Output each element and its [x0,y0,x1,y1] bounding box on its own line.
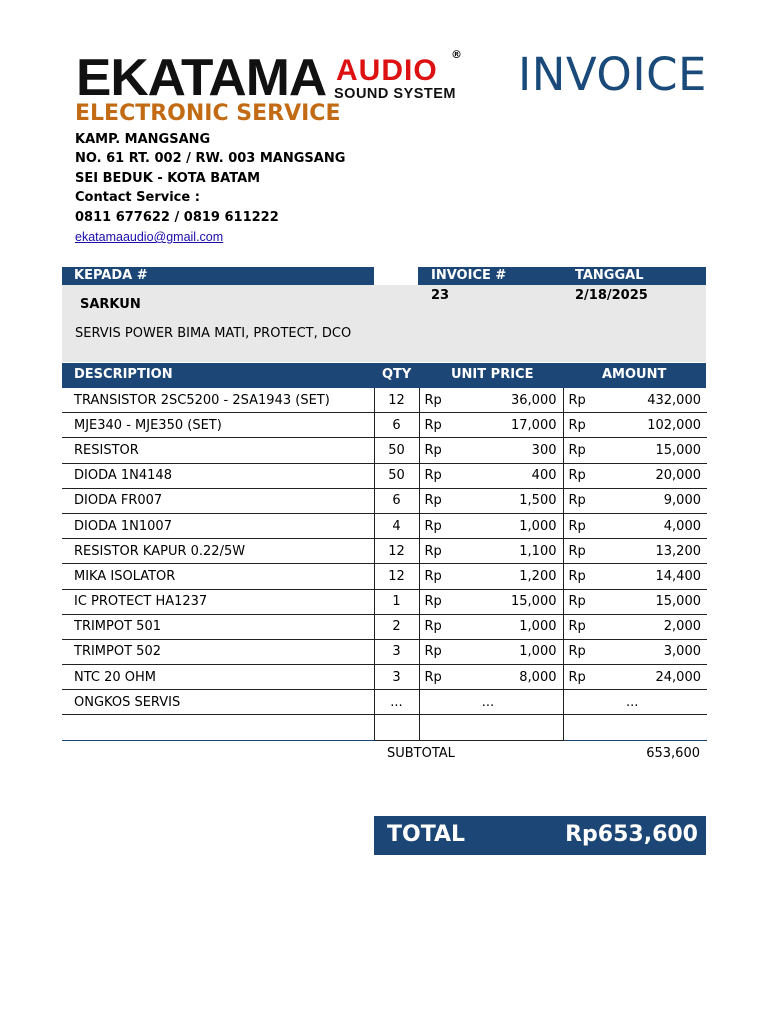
address-line-1: KAMP. MANGSANG [75,132,211,147]
subtotal-label: SUBTOTAL [387,746,455,761]
col-qty: QTY [382,367,412,382]
item-qty: 6 [374,488,419,513]
invoice-title: INVOICE [518,48,707,101]
subtotal-value: 653,600 [646,746,700,761]
table-row [62,665,707,690]
item-currency: Rp [419,388,459,413]
item-amount: 15,000 [603,438,707,463]
item-currency: Rp [563,438,603,463]
item-currency: Rp [563,463,603,488]
empty-cell [62,715,374,740]
item-unit-price: 400 [459,463,563,488]
item-qty: 12 [374,564,419,589]
item-amount: 102,000 [603,413,707,438]
item-currency: Rp [419,413,459,438]
item-unit-price: 1,200 [459,564,563,589]
item-unit-price: 1,100 [459,539,563,564]
table-row [62,589,707,614]
item-unit-price: 1,500 [459,488,563,513]
item-currency: Rp [419,438,459,463]
item-amount: 9,000 [603,488,707,513]
item-currency: Rp [419,564,459,589]
item-description: RESISTOR [62,438,374,463]
item-amount: 15,000 [603,589,707,614]
col-unit-price: UNIT PRICE [451,367,534,382]
item-currency: Rp [419,513,459,538]
item-description: DIODA FR007 [62,488,374,513]
item-qty: 4 [374,513,419,538]
table-row [62,438,707,463]
table-row [62,539,707,564]
item-currency: Rp [563,388,603,413]
item-currency: Rp [419,539,459,564]
item-currency: Rp [419,614,459,639]
empty-cell [563,715,707,740]
service-title: ELECTRONIC SERVICE [75,101,341,126]
item-description: TRANSISTOR 2SC5200 - 2SA1943 (SET) [62,388,374,413]
address-line-2: NO. 61 RT. 002 / RW. 003 MANGSANG [75,151,346,166]
col-description: DESCRIPTION [74,367,173,382]
item-unit-price: 36,000 [459,388,563,413]
total-label: TOTAL [387,822,466,847]
item-qty: 12 [374,388,419,413]
invoice-number: 23 [431,288,450,303]
item-unit-price: 1,000 [459,513,563,538]
tanggal-label: TANGGAL [575,268,644,283]
items-table-header [62,363,706,388]
item-qty: 1 [374,589,419,614]
item-qty: 3 [374,639,419,664]
item-amount: 432,000 [603,388,707,413]
item-amount: 13,200 [603,539,707,564]
item-description: NTC 20 OHM [62,665,374,690]
item-currency: Rp [419,665,459,690]
item-description: TRIMPOT 502 [62,639,374,664]
item-qty: 12 [374,539,419,564]
registered-mark: ® [451,48,462,61]
item-currency: Rp [419,463,459,488]
empty-cell [419,715,563,740]
invoice-date: 2/18/2025 [575,288,648,303]
table-row [62,488,707,513]
item-currency: Rp [419,639,459,664]
service-note: SERVIS POWER BIMA MATI, PROTECT, DCO [75,326,352,341]
invoice-header [418,267,706,285]
item-currency: Rp [419,488,459,513]
items-table [62,388,707,741]
contact-phones: 0811 677622 / 0819 611222 [75,210,279,225]
table-row [62,639,707,664]
item-qty: ... [374,690,419,715]
col-amount: AMOUNT [602,367,667,382]
item-currency: Rp [563,564,603,589]
address-line-3: SEI BEDUK - KOTA BATAM [75,171,261,186]
item-unit-price: ... [419,690,563,715]
item-unit-price: 300 [459,438,563,463]
item-description: DIODA 1N1007 [62,513,374,538]
item-description: DIODA 1N4148 [62,463,374,488]
header-gap [374,267,418,285]
total-value: Rp653,600 [565,822,698,847]
item-amount: 20,000 [603,463,707,488]
item-description: RESISTOR KAPUR 0.22/5W [62,539,374,564]
item-amount: ... [563,690,707,715]
logo-audio-text: AUDIO [336,54,438,87]
table-row [62,388,707,413]
kepada-label: KEPADA # [74,268,148,283]
item-amount: 24,000 [603,665,707,690]
kepada-header [62,267,374,285]
item-qty: 50 [374,438,419,463]
table-row [62,614,707,639]
item-description: MJE340 - MJE350 (SET) [62,413,374,438]
item-amount: 4,000 [603,513,707,538]
invoice-number-label: INVOICE # [431,268,507,283]
empty-row [62,715,707,740]
empty-cell [374,715,419,740]
item-unit-price: 1,000 [459,614,563,639]
item-currency: Rp [563,639,603,664]
item-description: MIKA ISOLATOR [62,564,374,589]
item-unit-price: 8,000 [459,665,563,690]
item-currency: Rp [563,513,603,538]
item-amount: 14,400 [603,564,707,589]
email-link[interactable]: ekatamaaudio@gmail.com [75,230,224,244]
item-currency: Rp [563,488,603,513]
item-currency: Rp [563,589,603,614]
item-description: TRIMPOT 501 [62,614,374,639]
customer-name: SARKUN [80,297,141,312]
item-unit-price: 15,000 [459,589,563,614]
table-row [62,513,707,538]
item-amount: 3,000 [603,639,707,664]
item-description: ONGKOS SERVIS [62,690,374,715]
item-qty: 50 [374,463,419,488]
item-currency: Rp [563,665,603,690]
item-unit-price: 1,000 [459,639,563,664]
item-currency: Rp [563,539,603,564]
item-qty: 3 [374,665,419,690]
item-qty: 6 [374,413,419,438]
item-currency: Rp [419,589,459,614]
table-row [62,413,707,438]
item-description: IC PROTECT HA1237 [62,589,374,614]
company-logo-text: EKATAMA [76,49,327,107]
item-qty: 2 [374,614,419,639]
item-unit-price: 17,000 [459,413,563,438]
total-box [374,816,706,855]
table-row [62,564,707,589]
contact-label: Contact Service : [75,190,200,205]
logo-tagline: SOUND SYSTEM [334,86,457,102]
item-currency: Rp [563,413,603,438]
table-row [62,463,707,488]
table-row [62,690,707,715]
item-amount: 2,000 [603,614,707,639]
item-currency: Rp [563,614,603,639]
